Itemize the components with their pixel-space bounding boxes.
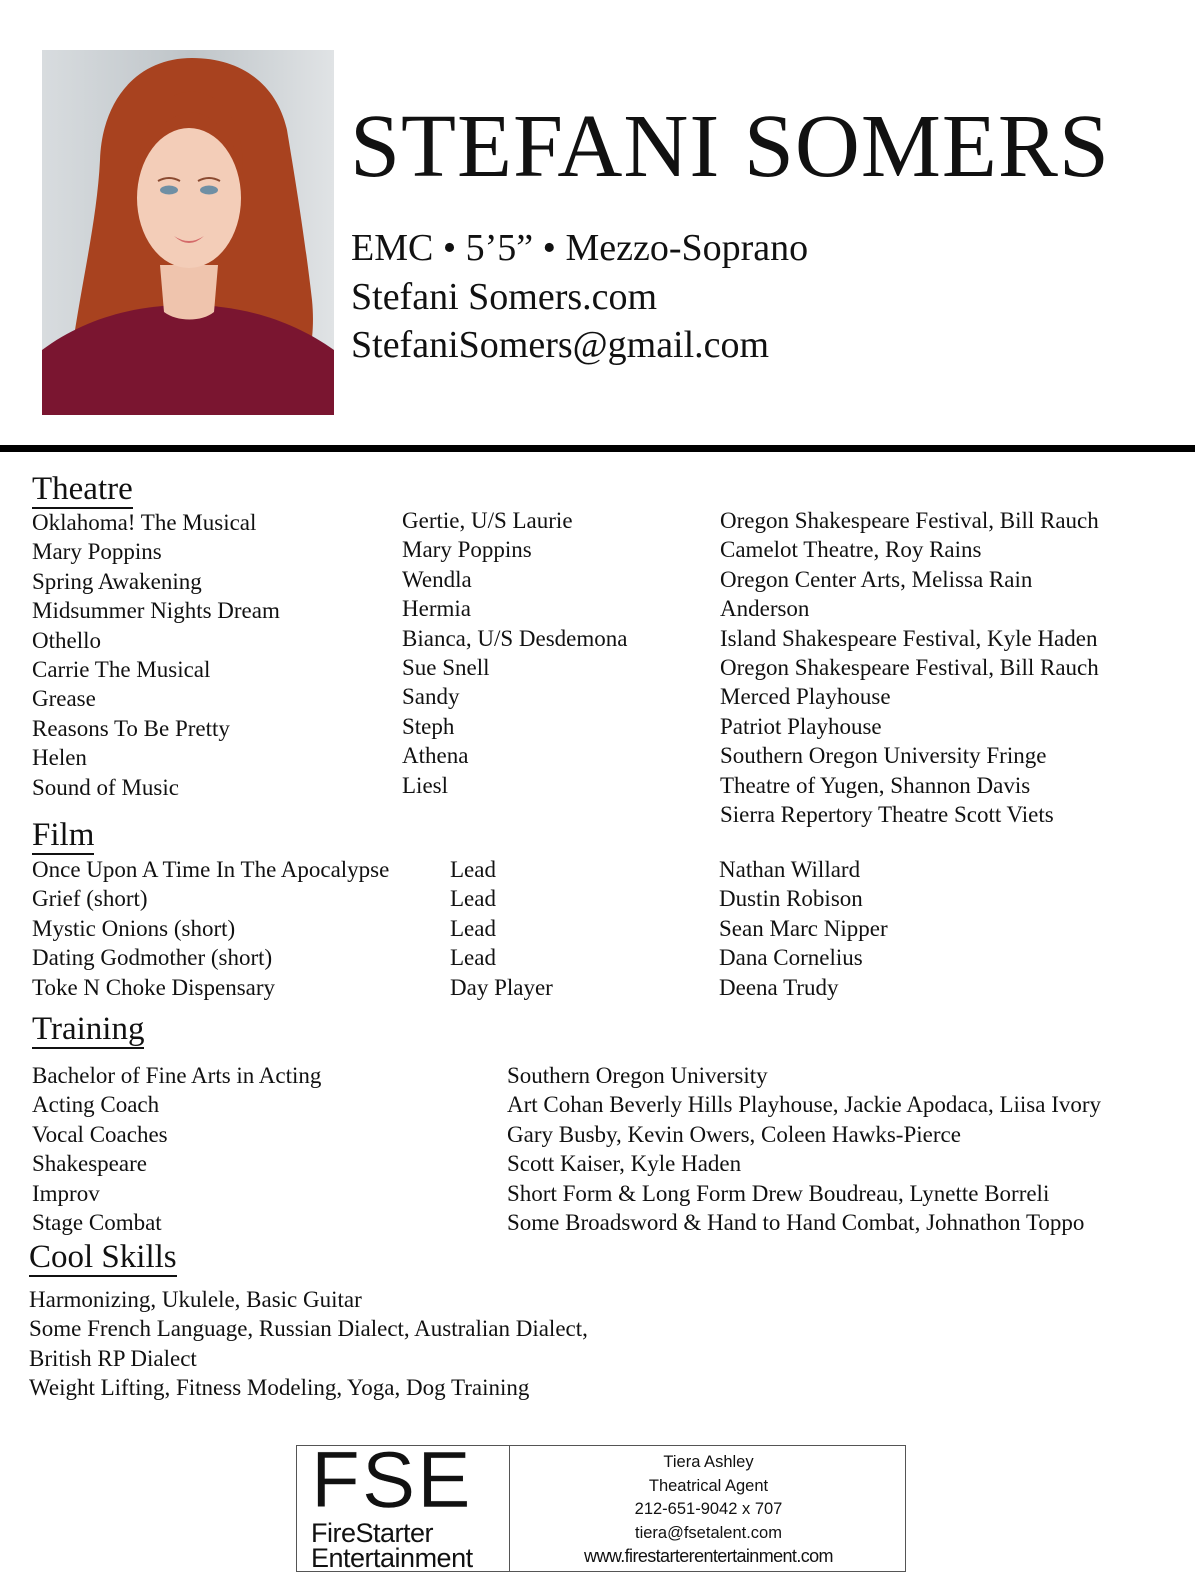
theatre-show: Reasons To Be Pretty bbox=[32, 715, 230, 741]
training-detail: Gary Busby, Kevin Owers, Coleen Hawks-Pierce bbox=[507, 1121, 961, 1147]
theatre-show: Spring Awakening bbox=[32, 568, 202, 594]
headshot-photo bbox=[42, 50, 334, 415]
theatre-show: Oklahoma! The Musical bbox=[32, 510, 257, 535]
agency-logo bbox=[311, 1435, 501, 1573]
contact-block bbox=[351, 224, 808, 370]
theatre-show: Carrie The Musical bbox=[32, 656, 211, 682]
theatre-venue: Camelot Theatre, Roy Rains bbox=[720, 537, 982, 563]
theatre-shows-column bbox=[32, 508, 280, 802]
training-detail: Scott Kaiser, Kyle Haden bbox=[507, 1151, 742, 1177]
training-detail: Southern Oregon University bbox=[507, 1063, 768, 1088]
training-details-column bbox=[507, 1061, 1101, 1237]
film-title: Grief (short) bbox=[32, 886, 148, 912]
actor-website[interactable]: Stefani Somers.com bbox=[351, 275, 658, 318]
theatre-venue: Sierra Repertory Theatre Scott Viets bbox=[720, 801, 1054, 827]
theatre-show: Sound of Music bbox=[32, 774, 179, 800]
agency-logo-mark: FSE bbox=[311, 1435, 473, 1524]
theatre-role: Wendla bbox=[402, 566, 472, 592]
agent-email[interactable]: tiera@fsetalent.com bbox=[635, 1523, 782, 1542]
film-title: Once Upon A Time In The Apocalypse bbox=[32, 857, 390, 882]
agent-title: Theatrical Agent bbox=[648, 1476, 769, 1495]
theatre-show: Othello bbox=[32, 627, 101, 653]
training-detail: Some Broadsword & Hand to Hand Combat, Johnathon Toppo bbox=[507, 1209, 1085, 1235]
actor-name: STEFANI SOMERS bbox=[350, 97, 1110, 196]
skills-line: Weight Lifting, Fitness Modeling, Yoga, Dog Training bbox=[29, 1375, 530, 1401]
theatre-role: Liesl bbox=[402, 772, 448, 798]
header-divider bbox=[0, 445, 1195, 452]
theatre-role: Hermia bbox=[402, 596, 471, 622]
skills-list bbox=[29, 1285, 588, 1403]
film-roles-column bbox=[450, 855, 553, 1002]
training-detail: Short Form & Long Form Drew Boudreau, Lynette Borreli bbox=[507, 1180, 1050, 1206]
training-detail: Art Cohan Beverly Hills Playhouse, Jackie Apodaca, Liisa Ivory bbox=[507, 1092, 1102, 1118]
theatre-venue: Oregon Shakespeare Festival, Bill Rauch bbox=[720, 654, 1099, 680]
theatre-venues-column bbox=[720, 506, 1099, 829]
film-title: Mystic Onions (short) bbox=[32, 915, 236, 941]
theatre-venue: Oregon Center Arts, Melissa Rain bbox=[720, 566, 1033, 592]
film-role: Lead bbox=[450, 945, 496, 971]
film-director: Deena Trudy bbox=[719, 974, 839, 1000]
film-director: Dana Cornelius bbox=[719, 945, 863, 971]
theatre-role: Gertie, U/S Laurie bbox=[402, 508, 573, 533]
skills-line: British RP Dialect bbox=[29, 1345, 197, 1371]
theatre-venue: Island Shakespeare Festival, Kyle Haden bbox=[720, 625, 1098, 651]
actor-details: EMC • 5’5” • Mezzo-Soprano bbox=[351, 227, 809, 269]
theatre-role: Sandy bbox=[402, 684, 460, 710]
theatre-role: Mary Poppins bbox=[402, 537, 532, 563]
theatre-heading: Theatre bbox=[32, 471, 133, 507]
film-director: Dustin Robison bbox=[719, 886, 863, 912]
training-subject: Stage Combat bbox=[32, 1209, 162, 1235]
training-subject: Bachelor of Fine Arts in Acting bbox=[32, 1063, 322, 1088]
theatre-show: Helen bbox=[32, 745, 87, 771]
skills-heading: Cool Skills bbox=[29, 1239, 177, 1275]
training-subject: Acting Coach bbox=[32, 1092, 160, 1118]
film-heading: Film bbox=[32, 817, 95, 853]
film-role: Day Player bbox=[450, 974, 553, 1000]
film-title: Dating Godmother (short) bbox=[32, 945, 273, 971]
film-role: Lead bbox=[450, 915, 496, 941]
theatre-role: Bianca, U/S Desdemona bbox=[402, 625, 628, 651]
training-subject: Vocal Coaches bbox=[32, 1121, 168, 1147]
film-role: Lead bbox=[450, 886, 496, 912]
film-titles-column bbox=[32, 855, 389, 1002]
agent-phone[interactable]: 212-651-9042 x 707 bbox=[634, 1500, 783, 1518]
theatre-show: Mary Poppins bbox=[32, 539, 162, 565]
film-directors-column bbox=[719, 855, 888, 1002]
theatre-show: Grease bbox=[32, 686, 96, 712]
skills-line: Some French Language, Russian Dialect, Australian Dialect, bbox=[29, 1316, 588, 1342]
theatre-venue: Oregon Shakespeare Festival, Bill Rauch bbox=[720, 508, 1099, 533]
skills-line: Harmonizing, Ukulele, Basic Guitar bbox=[29, 1287, 362, 1312]
theatre-venue: Patriot Playhouse bbox=[720, 713, 882, 739]
headshot-illustration bbox=[42, 50, 334, 415]
agency-logo-line1: FireStarter bbox=[311, 1518, 434, 1548]
agent-box bbox=[296, 1435, 906, 1573]
film-director: Nathan Willard bbox=[719, 857, 861, 882]
theatre-role: Athena bbox=[402, 743, 469, 769]
training-subjects-column bbox=[32, 1061, 321, 1237]
actor-email[interactable]: StefaniSomers@gmail.com bbox=[351, 324, 770, 366]
theatre-role: Steph bbox=[402, 713, 455, 739]
agent-name: Tiera Ashley bbox=[663, 1453, 754, 1471]
agency-logo-line2: Entertainment bbox=[311, 1543, 473, 1573]
theatre-venue: Theatre of Yugen, Shannon Davis bbox=[720, 772, 1031, 798]
training-heading: Training bbox=[32, 1011, 145, 1047]
theatre-venue: Southern Oregon University Fringe bbox=[720, 743, 1047, 769]
theatre-venue: Merced Playhouse bbox=[720, 684, 891, 710]
training-subject: Improv bbox=[32, 1180, 100, 1206]
theatre-show: Midsummer Nights Dream bbox=[32, 598, 280, 624]
theatre-role: Sue Snell bbox=[402, 654, 490, 680]
training-subject: Shakespeare bbox=[32, 1151, 147, 1177]
theatre-venue: Anderson bbox=[720, 596, 810, 622]
theatre-roles-column bbox=[402, 506, 627, 800]
agent-info bbox=[510, 1451, 907, 1569]
film-title: Toke N Choke Dispensary bbox=[32, 974, 276, 1000]
film-director: Sean Marc Nipper bbox=[719, 915, 888, 941]
film-role: Lead bbox=[450, 857, 496, 882]
agency-website[interactable]: www.firestarterentertainment.com bbox=[584, 1546, 833, 1566]
